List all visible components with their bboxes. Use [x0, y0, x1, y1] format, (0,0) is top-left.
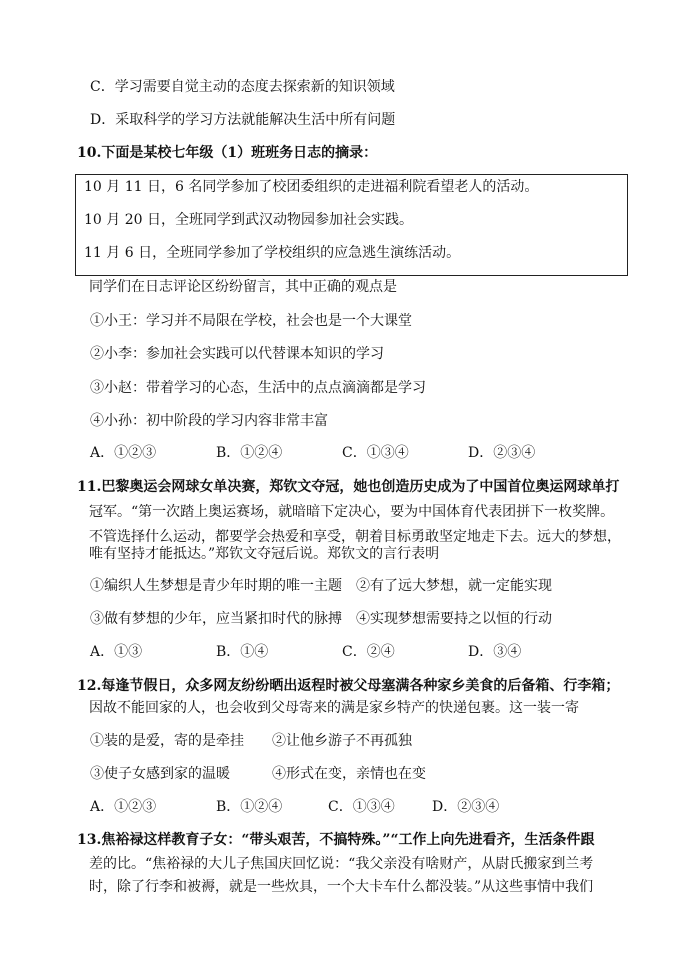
q10-choice-c[interactable]: C．①③④: [342, 445, 409, 461]
q10-statement-3: ③小赵：带着学习的心态，生活中的点点滴滴都是学习: [90, 380, 426, 396]
q10-stem: 10.下面是某校七年级（1）班班务日志的摘录：: [77, 145, 378, 161]
q10-choice-b[interactable]: B．①②④: [216, 445, 283, 461]
q11-choice-c[interactable]: C．②④: [342, 644, 395, 660]
q10-log-entry-3: 11 月 6 日，全班同学参加了学校组织的应急逃生演练活动。: [84, 245, 461, 261]
q12-statements-1: ①装的是爱，寄的是牵挂 ②让他乡游子不再孤独: [90, 733, 412, 749]
q10-log-entry-1: 10 月 11 日，6 名同学参加了校团委组织的走进福利院看望老人的活动。: [84, 179, 539, 195]
q11-choice-d[interactable]: D．③④: [468, 644, 522, 660]
q10-choices: [90, 443, 610, 463]
q12-stem-line-2: 因故不能回家的人，也会收到父母寄来的满是家乡特产的快递包裹。这一装一寄: [89, 700, 579, 716]
q12-stem-line-1: 12.每逢节假日，众多网友纷纷晒出返程时被父母塞满各种家乡美食的后备箱、行李箱；: [77, 678, 620, 694]
q10-choice-a[interactable]: A．①②③: [90, 445, 157, 461]
q13-stem-line-2: 差的比。“焦裕禄的大儿子焦国庆回忆说：“我父亲没有啥财产，从尉氏搬家到兰考: [89, 856, 594, 872]
q9-option-d: D．采取科学的学习方法就能解决生活中所有问题: [90, 112, 396, 128]
q10-statement-1: ①小王：学习并不局限在学校，社会也是一个大课堂: [90, 313, 412, 329]
q11-choice-b[interactable]: B．①④: [216, 644, 269, 660]
q11-stem-line-3: 不管选择什么运动，都要学会热爱和享受，朝着目标勇敢坚定地走下去。远大的梦想，: [89, 529, 621, 545]
q10-statement-2: ②小李：参加社会实践可以代替课本知识的学习: [90, 346, 384, 362]
q11-choices: [90, 642, 610, 662]
q12-statements-2: ③使子女感到家的温暖 ④形式在变，亲情也在变: [90, 766, 426, 782]
q12-choice-b[interactable]: B．①②④: [216, 799, 283, 815]
q13-stem-line-3: 时，除了行李和被褥，就是一些炊具，一个大卡车什么都没装。”从这些事情中我们: [89, 879, 594, 895]
q11-stem-line-1: 11.巴黎奥运会网球女单决赛，郑钦文夺冠，她也创造历史成为了中国首位奥运网球单打: [77, 479, 620, 495]
q12-choice-d[interactable]: D．②③④: [432, 799, 500, 815]
q10-choice-d[interactable]: D．②③④: [468, 445, 536, 461]
q11-choice-a[interactable]: A．①③: [90, 644, 143, 660]
q12-choice-a[interactable]: A．①②③: [90, 799, 157, 815]
q11-stem-line-2: 冠军。“第一次踏上奥运赛场，就暗暗下定决心，要为中国体育代表团拼下一枚奖牌。: [89, 504, 615, 520]
q13-stem-line-1: 13.焦裕禄这样教育子女：“带头艰苦，不搞特殊。”“工作上向先进看齐，生活条件跟: [77, 832, 595, 848]
q12-choice-c[interactable]: C．①③④: [328, 799, 395, 815]
q12-choices: [90, 797, 610, 817]
q10-prompt: 同学们在日志评论区纷纷留言，其中正确的观点是: [89, 279, 397, 295]
q9-option-c: C．学习需要自觉主动的态度去探索新的知识领域: [90, 79, 395, 95]
q11-statements-1: ①编织人生梦想是青少年时期的唯一主题 ②有了远大梦想，就一定能实现: [90, 578, 552, 594]
q11-stem-line-4: 唯有坚持才能抵达。”郑钦文夺冠后说。郑钦文的言行表明: [89, 546, 440, 562]
q11-statements-2: ③做有梦想的少年，应当紧扣时代的脉搏 ④实现梦想需要持之以恒的行动: [90, 611, 552, 627]
q10-statement-4: ④小孙：初中阶段的学习内容非常丰富: [90, 413, 328, 429]
q10-log-entry-2: 10 月 20 日，全班同学到武汉动物园参加社会实践。: [84, 212, 413, 228]
